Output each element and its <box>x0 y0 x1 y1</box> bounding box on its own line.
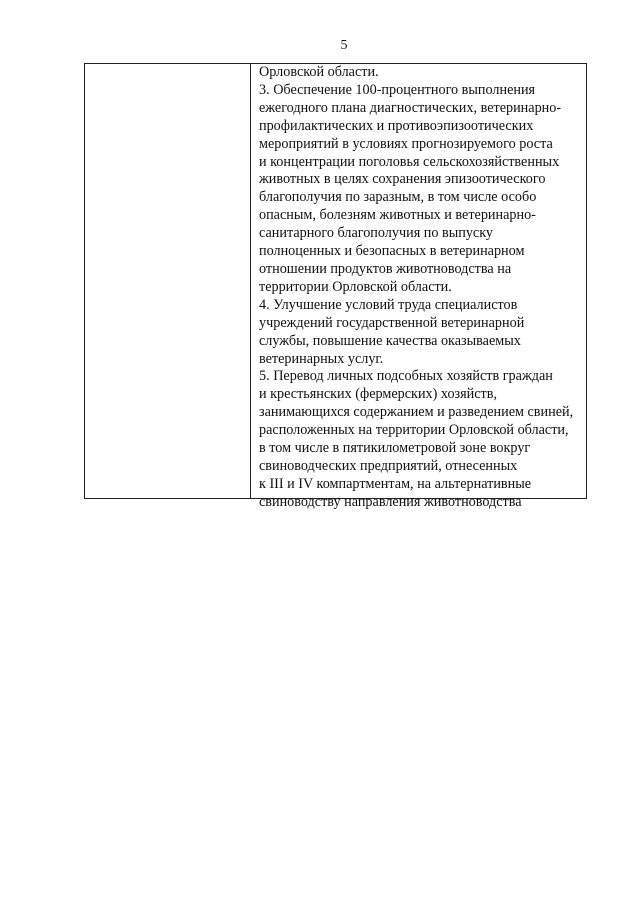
table-left-cell <box>85 64 251 498</box>
document-table <box>84 63 587 510</box>
text-line: мероприятий в условиях прогнозируемого роста <box>259 135 553 152</box>
text-line: профилактических и противоэпизоотических <box>259 117 534 134</box>
text-line: 4. Улучшение условий труда специалистов <box>259 296 518 313</box>
text-line: санитарного благополучия по выпуску <box>259 225 494 242</box>
text-line: расположенных на территории Орловской области, <box>259 422 569 439</box>
page-number: 5 <box>340 38 348 53</box>
text-line: Орловской области. <box>259 64 379 80</box>
text-line: занимающихся содержанием и разведением свиней, <box>259 404 574 421</box>
text-line: ежегодного плана диагностических, ветеринарно- <box>259 99 562 116</box>
text-line: 5. Перевод личных подсобных хозяйств граждан <box>259 368 553 385</box>
text-line: ветеринарных услуг. <box>259 350 384 367</box>
text-line: территории Орловской области. <box>259 278 452 295</box>
text-line: животных в целях сохранения эпизоотического <box>259 171 546 188</box>
text-line: опасным, болезням животных и ветеринарно- <box>259 207 536 224</box>
text-line: отношении продуктов животноводства на <box>259 260 512 277</box>
text-line: свиноводству направления животноводства <box>259 493 522 510</box>
text-line: полноценных и безопасных в ветеринарном <box>259 243 525 260</box>
text-line: и крестьянских (фермерских) хозяйств, <box>259 386 498 403</box>
text-line: к III и IV компартментам, на альтернативные <box>259 475 532 492</box>
text-line: 3. Обеспечение 100-процентного выполнения <box>259 81 536 98</box>
text-line: учреждений государственной ветеринарной <box>259 314 525 331</box>
text-line: и концентрации поголовья сельскохозяйственных <box>259 153 560 170</box>
text-line: благополучия по заразным, в том числе особо <box>259 189 537 206</box>
text-line: свиноводческих предприятий, отнесенных <box>259 457 518 474</box>
text-line: в том числе в пятикилометровой зоне вокруг <box>259 440 531 457</box>
table-right-cell <box>251 64 586 510</box>
text-line: службы, повышение качества оказываемых <box>259 332 521 349</box>
